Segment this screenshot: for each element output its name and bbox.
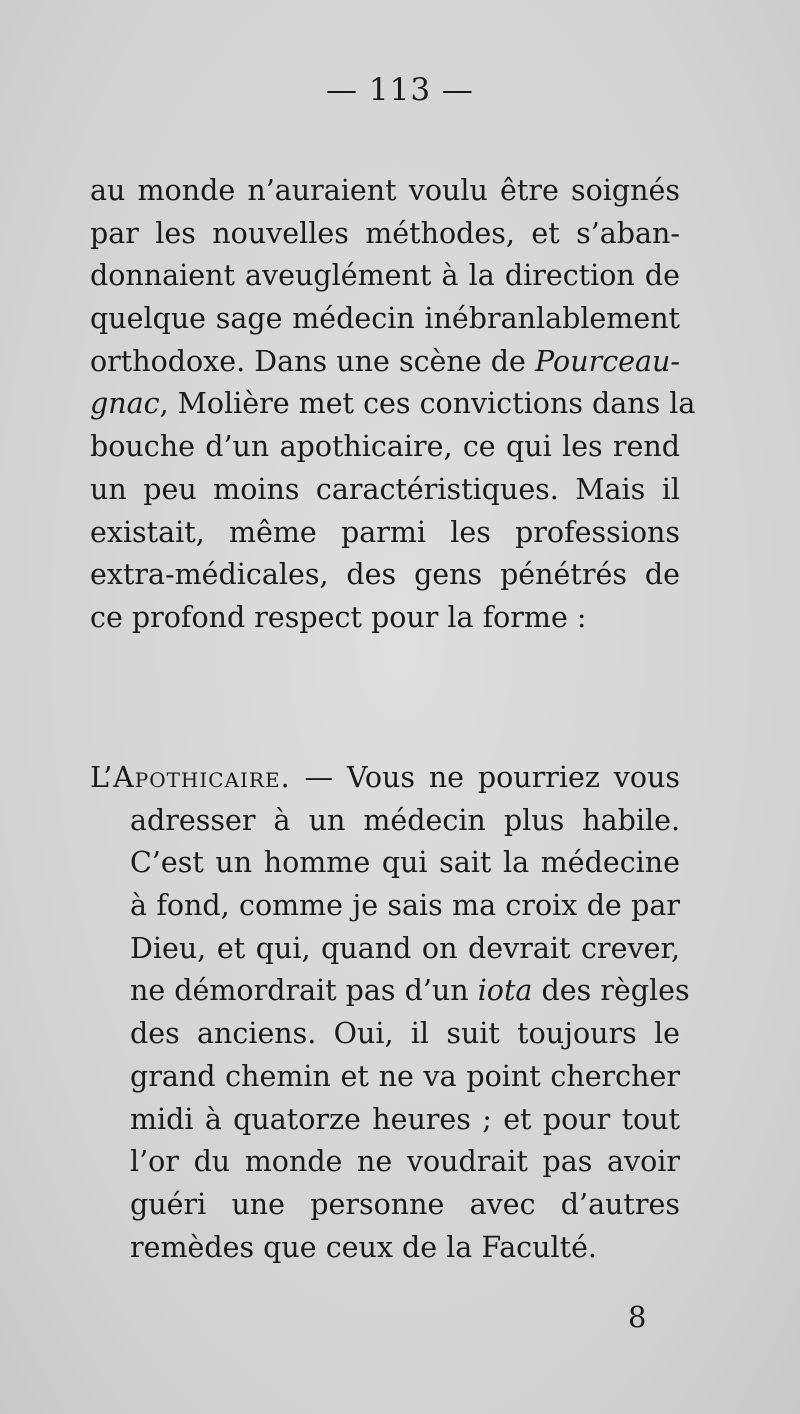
paragraph-narrative: [90, 170, 696, 640]
italic-text: iota: [477, 974, 533, 1008]
line-text: ne démordrait pas d’un: [130, 974, 478, 1008]
text-line: par les nouvelles méthodes, et s’aban-: [90, 216, 680, 250]
italic-text: gnac: [90, 387, 160, 421]
text-line: existait, même parmi les professions: [90, 515, 680, 549]
text-line: guéri une personne avec d’autres: [130, 1187, 680, 1221]
text-line: à fond, comme je sais ma croix de par: [130, 889, 680, 923]
text-line: bouche d’un apothicaire, ce qui les rend: [90, 430, 680, 464]
quotation-first-line-text: — Vous ne pourriez vous: [290, 761, 680, 794]
signature-mark: 8: [628, 1300, 647, 1334]
text-line: adresser à un médecin plus habile.: [130, 803, 680, 837]
text-line: des anciens. Oui, il suit toujours le: [130, 1017, 680, 1051]
text-line: remèdes que ceux de la Faculté.: [130, 1230, 597, 1264]
line-text: , Molière met ces convictions dans la: [159, 387, 696, 421]
text-line: l’or du monde ne voudrait pas avoir: [130, 1145, 680, 1179]
quotation-body: [90, 800, 690, 1270]
text-line: grand chemin et ne va point chercher: [130, 1059, 680, 1093]
paragraph-quotation: [90, 757, 690, 1269]
speaker-name: L’Apothicaire.: [90, 761, 291, 794]
italic-text: Pourceau-: [535, 344, 680, 378]
text-line: [90, 341, 680, 384]
text-line: Dieu, et qui, quand on devrait crever,: [130, 931, 680, 965]
line-text: orthodoxe. Dans une scène de: [90, 344, 536, 378]
text-line: [130, 970, 690, 1013]
text-line: un peu moins caractéristiques. Mais il: [90, 472, 680, 506]
text-line: C’est un homme qui sait la médecine: [130, 846, 680, 880]
text-line: au monde n’auraient voulu être soignés: [90, 174, 680, 207]
line-text: des règles: [532, 974, 690, 1008]
quotation-first-line: [90, 757, 680, 800]
text-line: quelque sage médecin inébranlablement: [90, 302, 680, 336]
text-line: extra-médicales, des gens pénétrés de: [90, 558, 680, 592]
text-line: midi à quatorze heures ; et pour tout: [130, 1102, 680, 1136]
text-line: ce profond respect pour la forme :: [90, 600, 587, 634]
text-line: [90, 383, 696, 426]
page-header: — 113 —: [326, 72, 474, 108]
text-line: donnaient aveuglément à la direction de: [90, 259, 680, 293]
